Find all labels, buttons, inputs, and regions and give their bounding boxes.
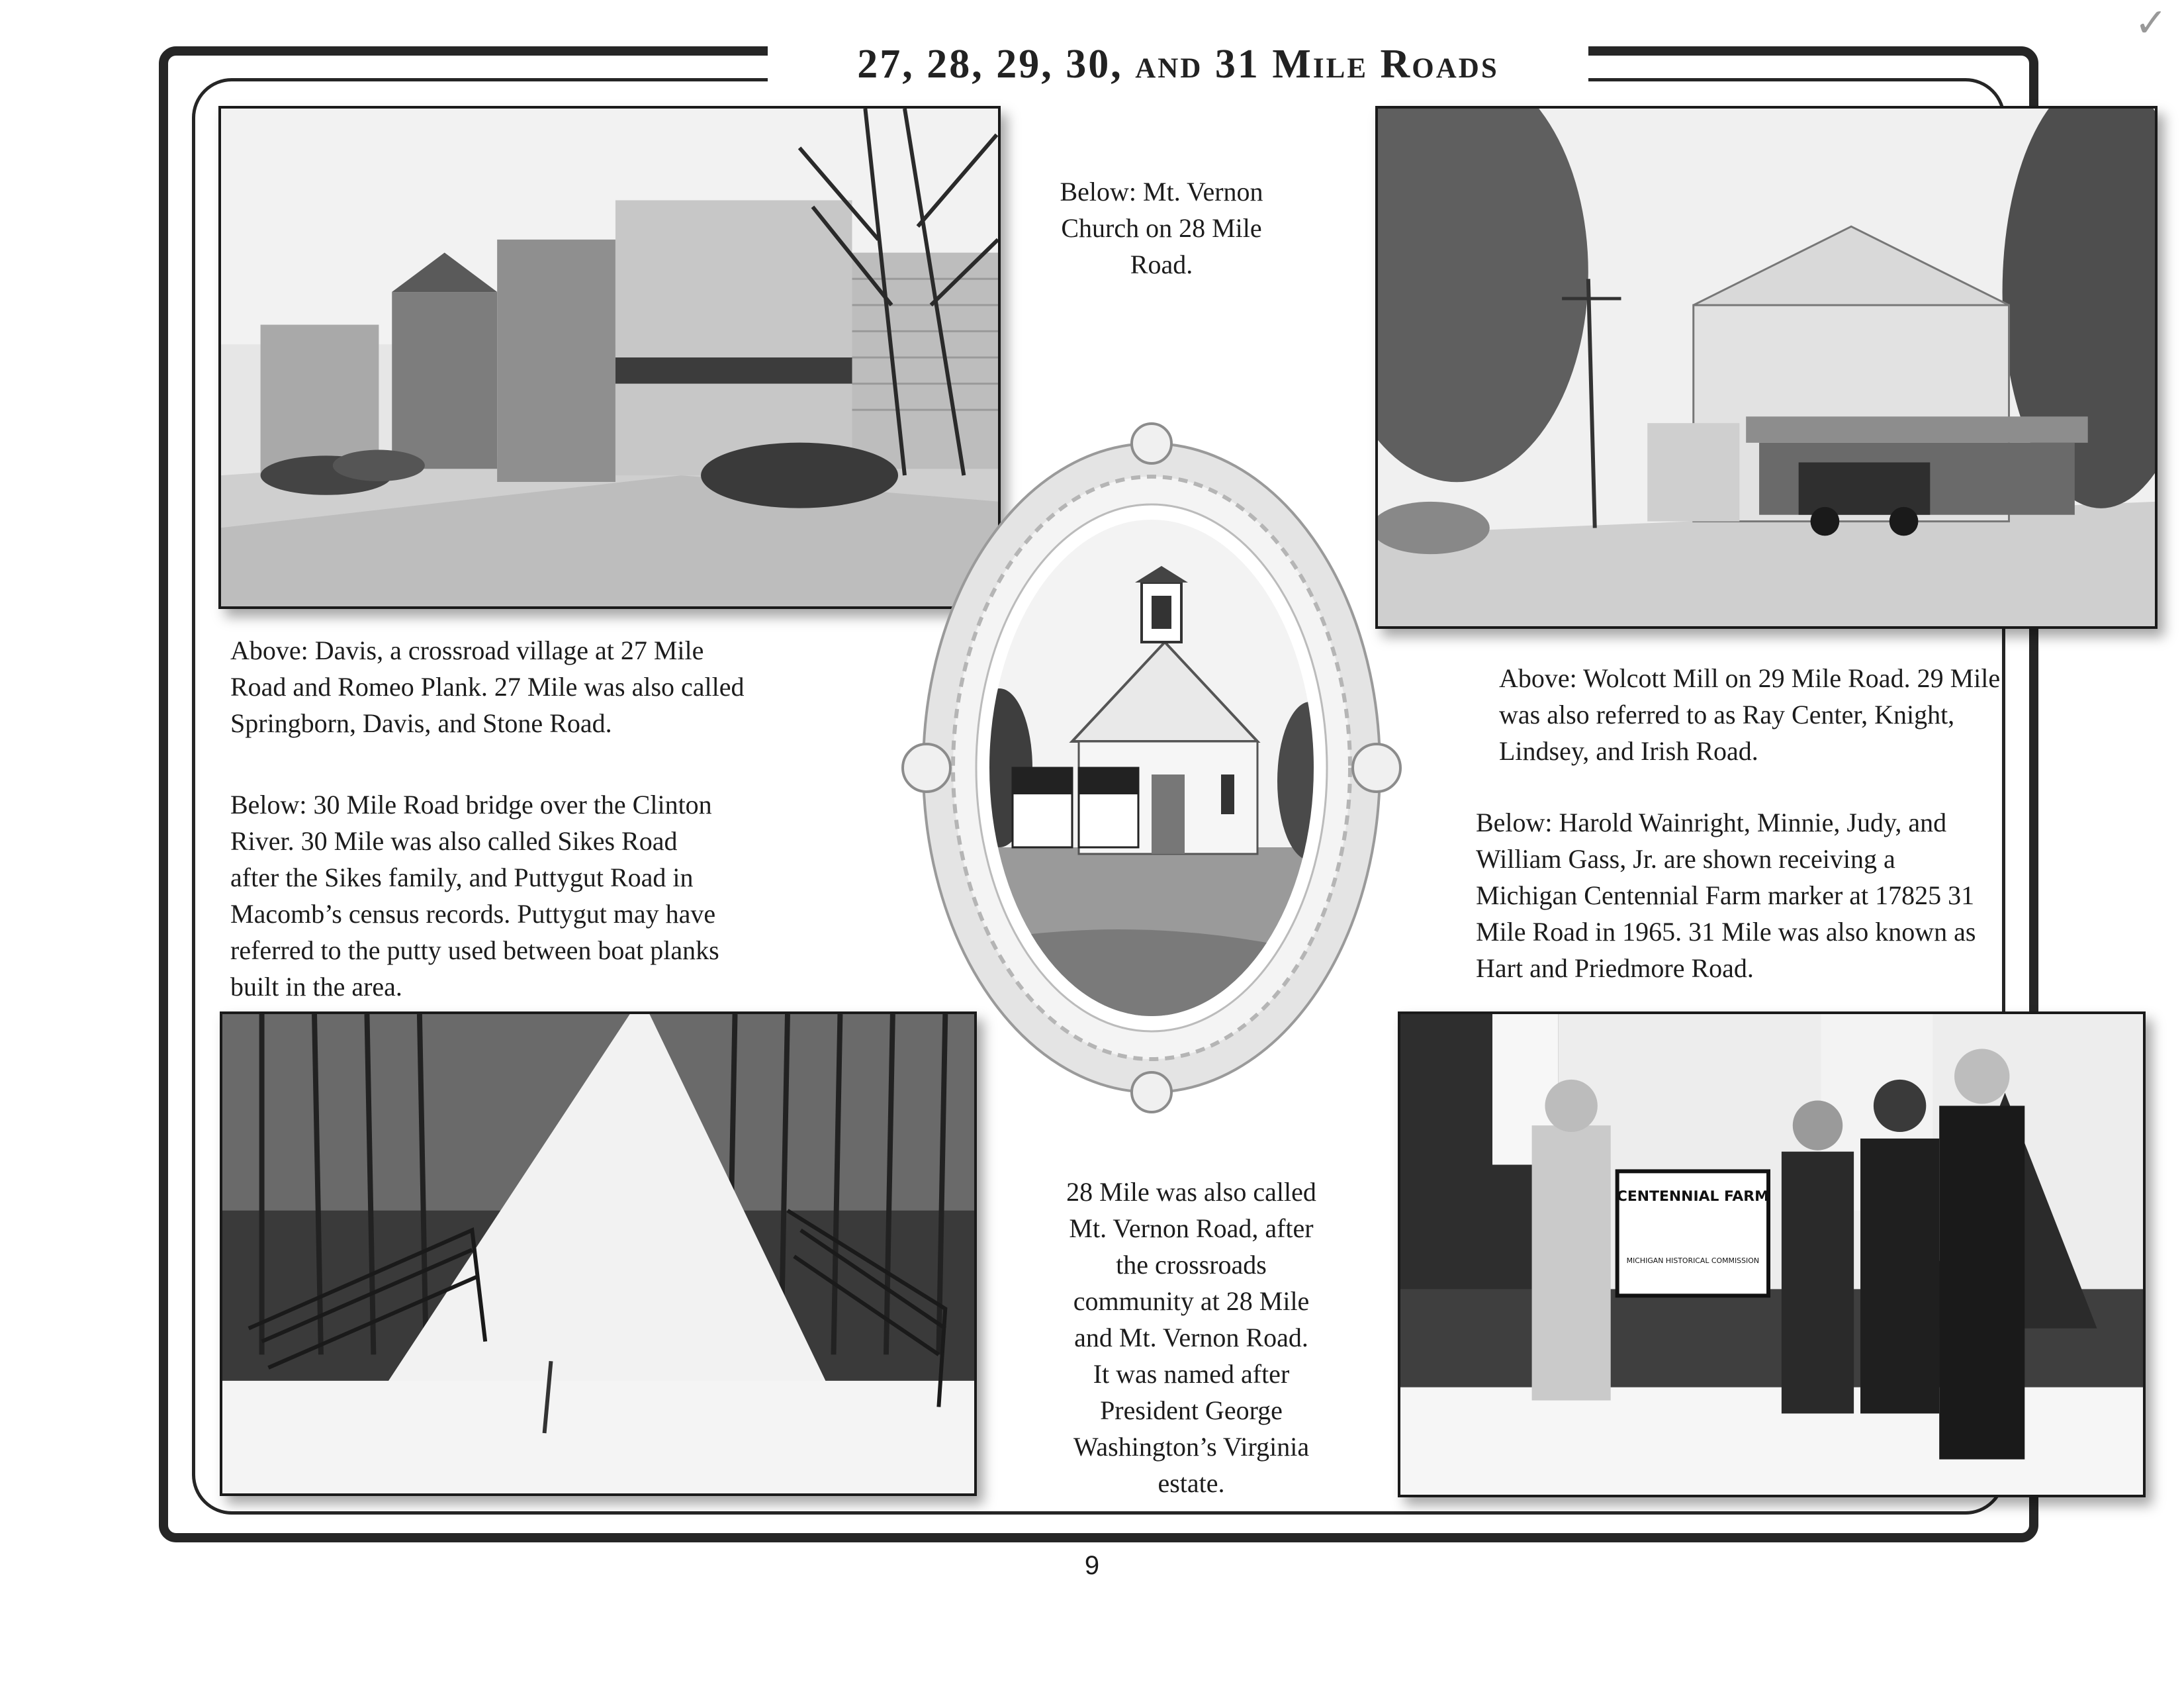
caption-line: referred to the putty used between boat planks	[230, 935, 719, 965]
farm-marker-subtitle: MICHIGAN HISTORICAL COMMISSION	[1626, 1256, 1760, 1265]
caption-line: Mile Road in 1965. 31 Mile was also known as	[1476, 917, 1976, 947]
caption-line: William Gass, Jr. are shown receiving a	[1476, 844, 1895, 874]
photo-davis-village	[218, 106, 1001, 609]
caption-line: River. 30 Mile was also called Sikes Road	[230, 826, 678, 856]
photo-30-mile-bridge	[220, 1011, 977, 1496]
check-mark-icon: ✓	[2134, 0, 2168, 46]
page-title: 27, 28, 29, 30, and 31 Mile Roads	[857, 41, 1499, 87]
bridge-image	[222, 1014, 974, 1493]
caption-line: Below: Mt. Vernon	[1060, 177, 1263, 207]
caption-line: 28 Mile was also called	[1066, 1177, 1316, 1207]
caption-line: built in the area.	[230, 972, 402, 1002]
caption-wolcott-mill	[1499, 660, 2134, 769]
caption-centennial-farm	[1476, 804, 2138, 986]
caption-line: Below: 30 Mile Road bridge over the Clinton	[230, 790, 712, 820]
caption-line: Hart and Priedmore Road.	[1476, 953, 1754, 983]
caption-line: and Mt. Vernon Road.	[1074, 1323, 1308, 1352]
caption-line: after the Sikes family, and Puttygut Road in	[230, 863, 694, 892]
caption-line: the crossroads	[1116, 1250, 1267, 1280]
davis-village-image	[221, 109, 998, 606]
caption-28-mile	[1023, 1174, 1360, 1501]
caption-30-mile-bridge	[230, 786, 905, 1005]
page-number: 9	[1084, 1551, 1100, 1580]
caption-mt-vernon-church	[1029, 173, 1294, 283]
caption-line: Above: Wolcott Mill on 29 Mile Road. 29 Mile	[1499, 663, 2001, 693]
wolcott-mill-image	[1378, 109, 2155, 626]
caption-line: It was named after	[1093, 1359, 1290, 1389]
caption-line: community at 28 Mile	[1073, 1286, 1310, 1316]
caption-line: Road.	[1130, 250, 1193, 279]
caption-line: Lindsey, and Irish Road.	[1499, 736, 1758, 766]
caption-line: Road and Romeo Plank. 27 Mile was also called	[230, 672, 745, 702]
caption-line: Above: Davis, a crossroad village at 27 Mile	[230, 635, 704, 665]
caption-davis	[230, 632, 905, 741]
farm-marker-title: CENTENNIAL FARM	[1616, 1188, 1769, 1205]
caption-line: Below: Harold Wainright, Minnie, Judy, and	[1476, 808, 1947, 837]
caption-line: Michigan Centennial Farm marker at 17825 31	[1476, 880, 1975, 910]
caption-line: President George	[1100, 1395, 1283, 1425]
photo-wolcott-mill	[1375, 106, 2158, 629]
caption-line: Church on 28 Mile	[1061, 213, 1262, 243]
caption-line: Washington’s Virginia	[1073, 1432, 1310, 1462]
caption-line: Macomb’s census records. Puttygut may have	[230, 899, 716, 929]
centennial-farm-image	[1400, 1014, 2143, 1495]
title-band	[768, 34, 1588, 94]
caption-line: Springborn, Davis, and Stone Road.	[230, 708, 612, 738]
caption-line: estate.	[1158, 1468, 1225, 1498]
photo-centennial-farm	[1398, 1011, 2146, 1497]
caption-line: was also referred to as Ray Center, Knight,	[1499, 700, 1955, 729]
caption-line: Mt. Vernon Road, after	[1069, 1213, 1314, 1243]
